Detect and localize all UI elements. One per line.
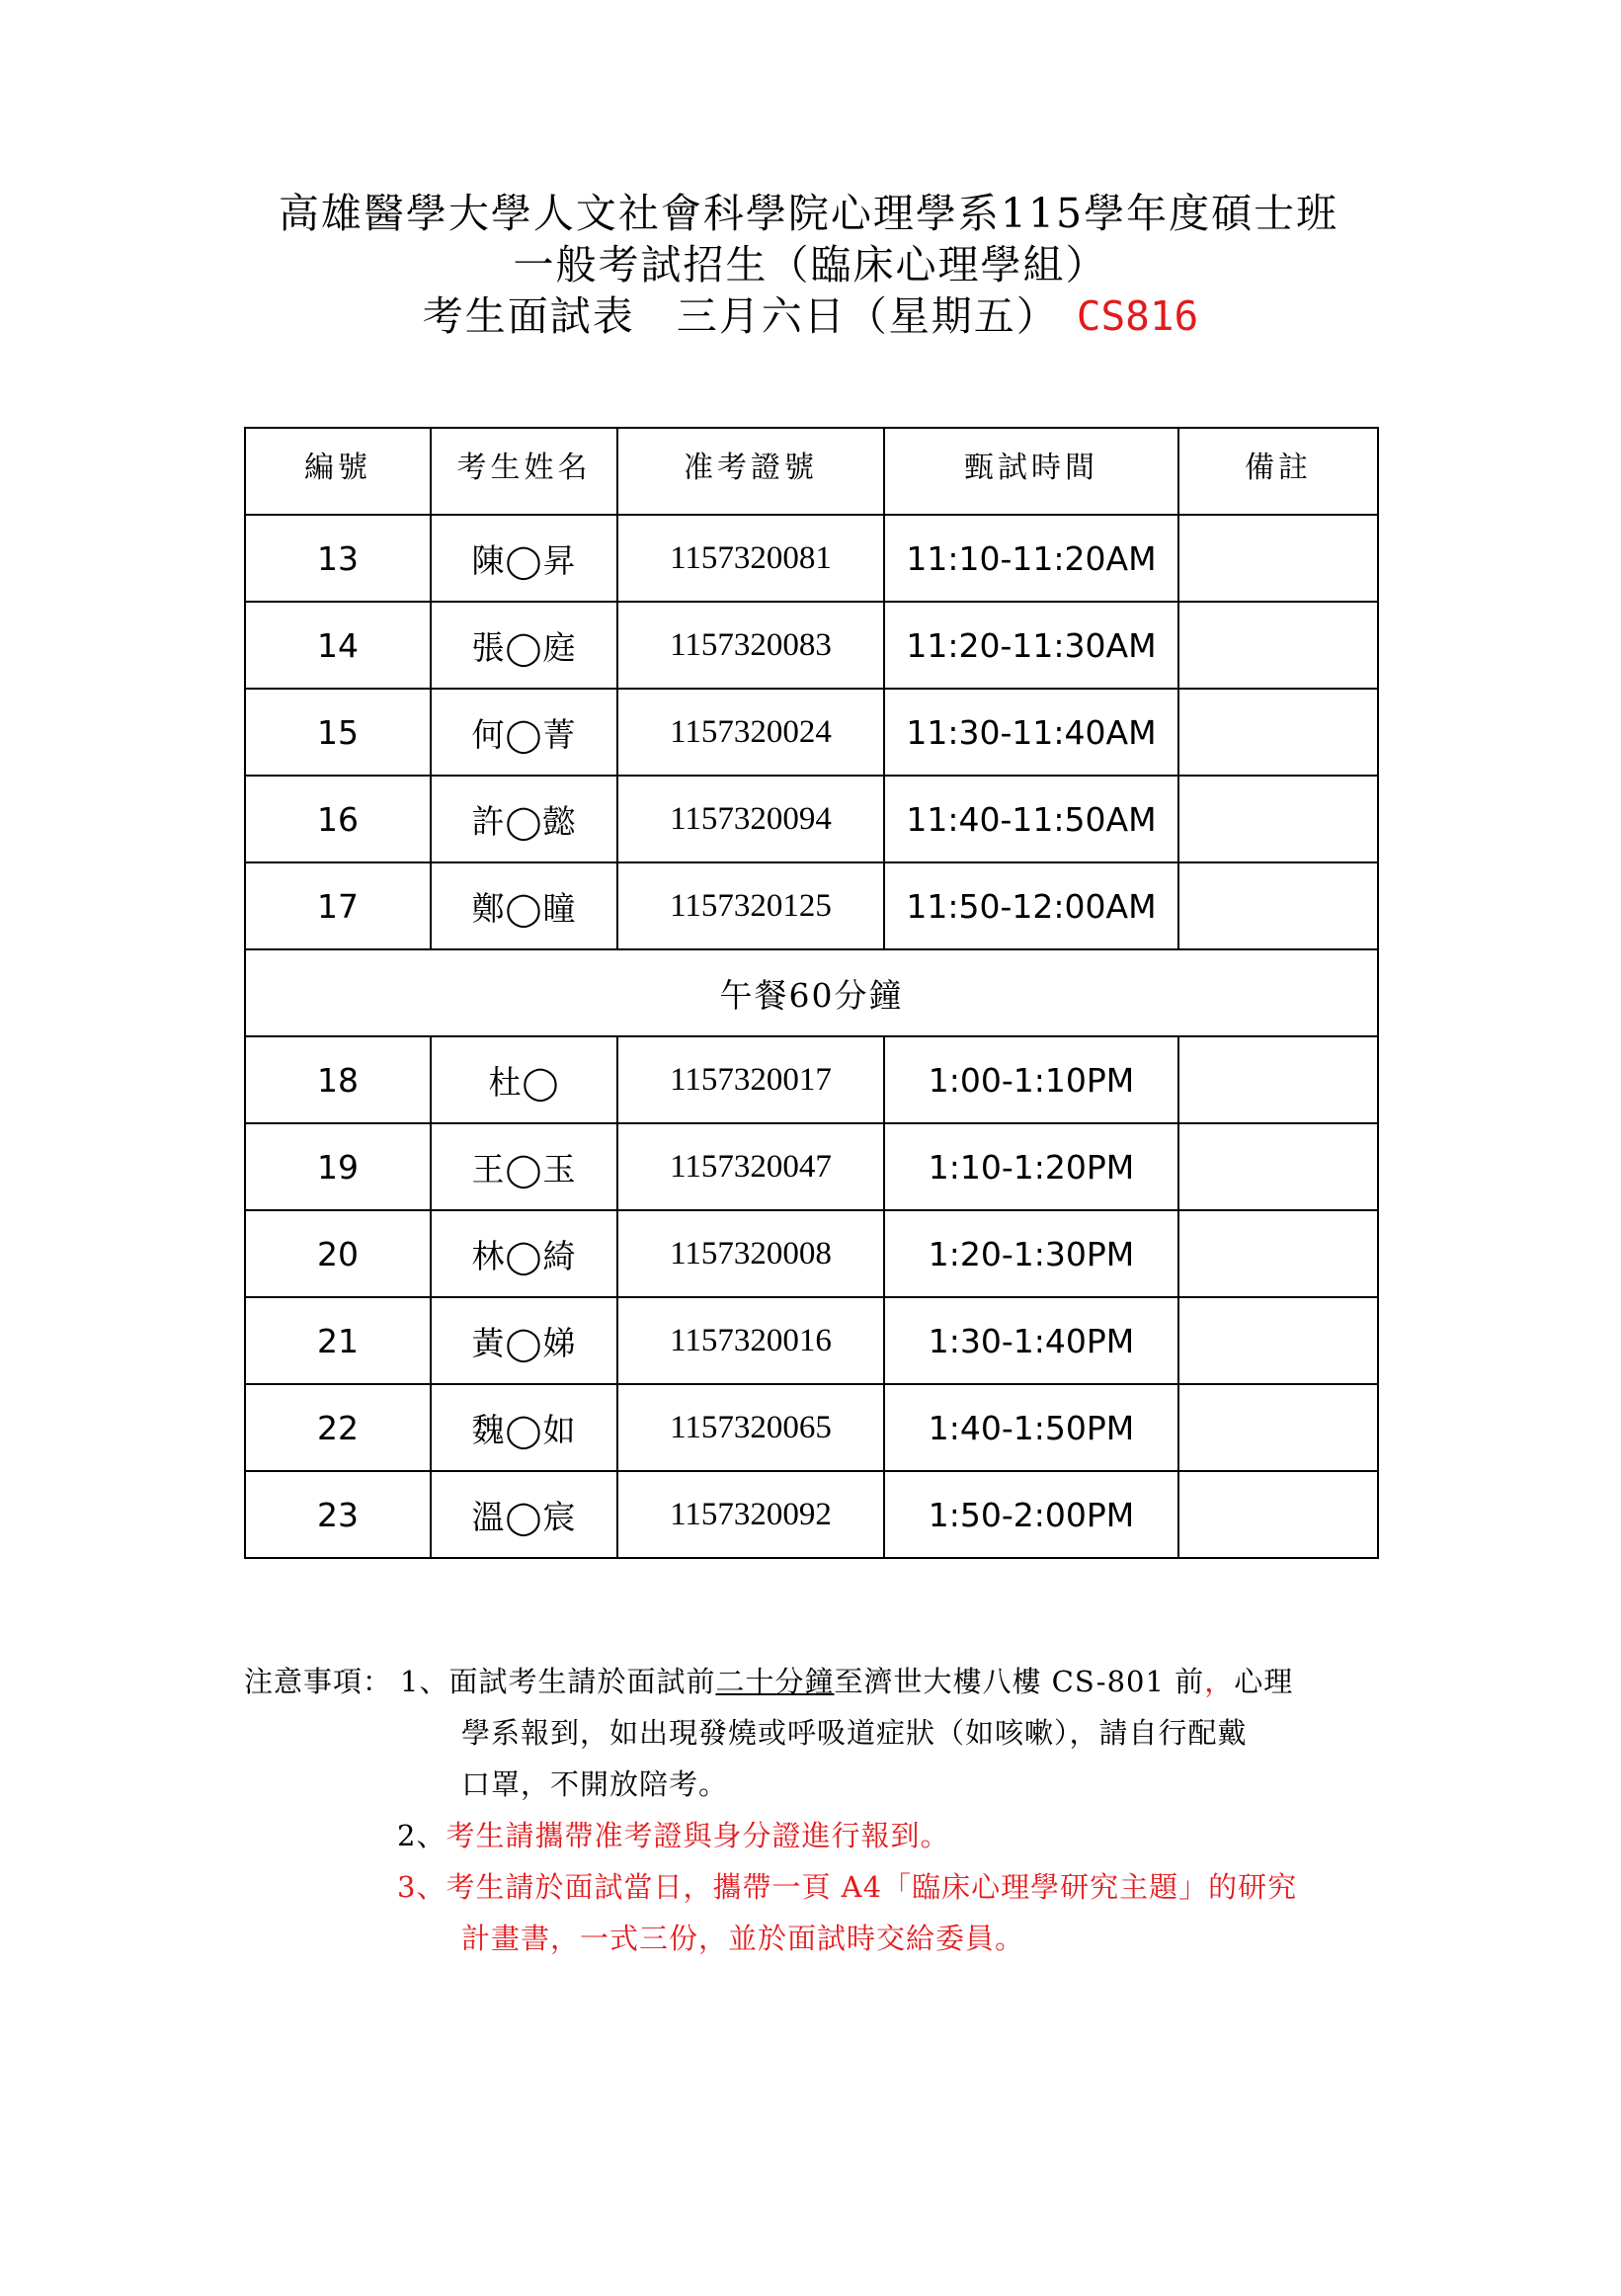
cell-ticket: 1157320081	[617, 515, 884, 602]
cell-remark	[1178, 776, 1378, 862]
title-date: 三月六日（星期五）	[676, 292, 1059, 340]
cell-number: 18	[245, 1036, 431, 1123]
cell-ticket: 1157320092	[617, 1471, 884, 1558]
cell-number: 21	[245, 1297, 431, 1384]
notes-section	[244, 1656, 1377, 1964]
table-row	[245, 1297, 1378, 1384]
cell-remark	[1178, 1384, 1378, 1471]
lunch-break-cell: 午餐60分鐘	[245, 949, 1378, 1036]
title-block	[0, 188, 1621, 342]
cell-number: 13	[245, 515, 431, 602]
cell-ticket: 1157320047	[617, 1123, 884, 1210]
notes-label: 注意事項：	[244, 1665, 393, 1698]
cell-name: 陳◯昇	[431, 515, 617, 602]
cell-ticket: 1157320008	[617, 1210, 884, 1297]
cell-time: 11:10-11:20AM	[884, 515, 1178, 602]
header-ticket: 准考證號	[617, 428, 884, 515]
cell-name: 許◯懿	[431, 776, 617, 862]
note-1-line-2: 學系報到，如出現發燒或呼吸道症狀（如咳嗽），請自行配戴	[461, 1716, 1248, 1750]
note-1-underlined: 二十分鐘	[715, 1665, 835, 1698]
note-3-line-2: 計畫書，一式三份，並於面試時交給委員。	[461, 1922, 1025, 1955]
table-row	[245, 602, 1378, 689]
cell-number: 15	[245, 689, 431, 776]
cell-ticket: 1157320083	[617, 602, 884, 689]
room-code: CS816	[1076, 292, 1199, 340]
cell-number: 17	[245, 862, 431, 949]
cell-name: 溫◯宸	[431, 1471, 617, 1558]
cell-time: 1:40-1:50PM	[884, 1384, 1178, 1471]
cell-remark	[1178, 1123, 1378, 1210]
table-row	[245, 1123, 1378, 1210]
cell-number: 22	[245, 1384, 431, 1471]
header-name: 考生姓名	[431, 428, 617, 515]
cell-remark	[1178, 1297, 1378, 1384]
cell-time: 1:30-1:40PM	[884, 1297, 1178, 1384]
table-header-row	[245, 428, 1378, 515]
cell-time: 11:30-11:40AM	[884, 689, 1178, 776]
table-row	[245, 862, 1378, 949]
cell-ticket: 1157320016	[617, 1297, 884, 1384]
note-1-text-c: 心理	[1234, 1665, 1294, 1698]
table-row	[245, 1210, 1378, 1297]
note-1-text-a: 1、面試考生請於面試前	[400, 1665, 716, 1698]
cell-remark	[1178, 1210, 1378, 1297]
table-row	[245, 515, 1378, 602]
cell-name: 黃◯娣	[431, 1297, 617, 1384]
table-row	[245, 1036, 1378, 1123]
title-line-2: 一般考試招生（臨床心理學組）	[513, 241, 1108, 288]
cell-remark	[1178, 689, 1378, 776]
note-1-text-b: 至濟世大樓八樓 CS-801 前	[834, 1665, 1205, 1698]
cell-remark	[1178, 862, 1378, 949]
cell-ticket: 1157320125	[617, 862, 884, 949]
title-line-1: 高雄醫學大學人文社會科學院心理學系115學年度碩士班	[278, 190, 1339, 237]
header-time: 甄試時間	[884, 428, 1178, 515]
cell-remark	[1178, 1471, 1378, 1558]
cell-number: 20	[245, 1210, 431, 1297]
note-3-line-1: 3、考生請於面試當日，攜帶一頁 A4「臨床心理學研究主題」的研究	[397, 1870, 1298, 1904]
header-remark: 備註	[1178, 428, 1378, 515]
cell-number: 19	[245, 1123, 431, 1210]
cell-name: 王◯玉	[431, 1123, 617, 1210]
note-2-text: 考生請攜帶准考證與身分證進行報到。	[446, 1819, 950, 1852]
interview-schedule-table	[244, 427, 1379, 1559]
cell-remark	[1178, 602, 1378, 689]
cell-name: 杜◯	[431, 1036, 617, 1123]
cell-ticket: 1157320017	[617, 1036, 884, 1123]
cell-name: 鄭◯瞳	[431, 862, 617, 949]
note-1-line-3: 口罩，不開放陪考。	[461, 1767, 729, 1801]
cell-time: 1:00-1:10PM	[884, 1036, 1178, 1123]
note-item-2	[244, 1810, 1377, 1861]
table-row	[245, 689, 1378, 776]
cell-remark	[1178, 515, 1378, 602]
header-number: 編號	[245, 428, 431, 515]
cell-number: 14	[245, 602, 431, 689]
title-line-3	[0, 290, 1621, 342]
cell-time: 1:10-1:20PM	[884, 1123, 1178, 1210]
note-1-red-comma: ，	[1204, 1665, 1235, 1698]
table-row	[245, 1384, 1378, 1471]
cell-number: 16	[245, 776, 431, 862]
table-row	[245, 1471, 1378, 1558]
title-main: 考生面試表	[422, 292, 635, 340]
cell-remark	[1178, 1036, 1378, 1123]
cell-time: 1:20-1:30PM	[884, 1210, 1178, 1297]
cell-time: 11:20-11:30AM	[884, 602, 1178, 689]
cell-ticket: 1157320065	[617, 1384, 884, 1471]
note-item-1	[244, 1656, 1377, 1810]
cell-name: 何◯菁	[431, 689, 617, 776]
note-2-number: 2、	[397, 1819, 446, 1852]
cell-ticket: 1157320094	[617, 776, 884, 862]
cell-name: 魏◯如	[431, 1384, 617, 1471]
lunch-break-row	[245, 949, 1378, 1036]
cell-name: 林◯綺	[431, 1210, 617, 1297]
cell-time: 1:50-2:00PM	[884, 1471, 1178, 1558]
cell-time: 11:50-12:00AM	[884, 862, 1178, 949]
note-1-line-1	[244, 1656, 1377, 1707]
cell-number: 23	[245, 1471, 431, 1558]
cell-name: 張◯庭	[431, 602, 617, 689]
note-item-3	[244, 1861, 1377, 1913]
table-row	[245, 776, 1378, 862]
cell-time: 11:40-11:50AM	[884, 776, 1178, 862]
cell-ticket: 1157320024	[617, 689, 884, 776]
